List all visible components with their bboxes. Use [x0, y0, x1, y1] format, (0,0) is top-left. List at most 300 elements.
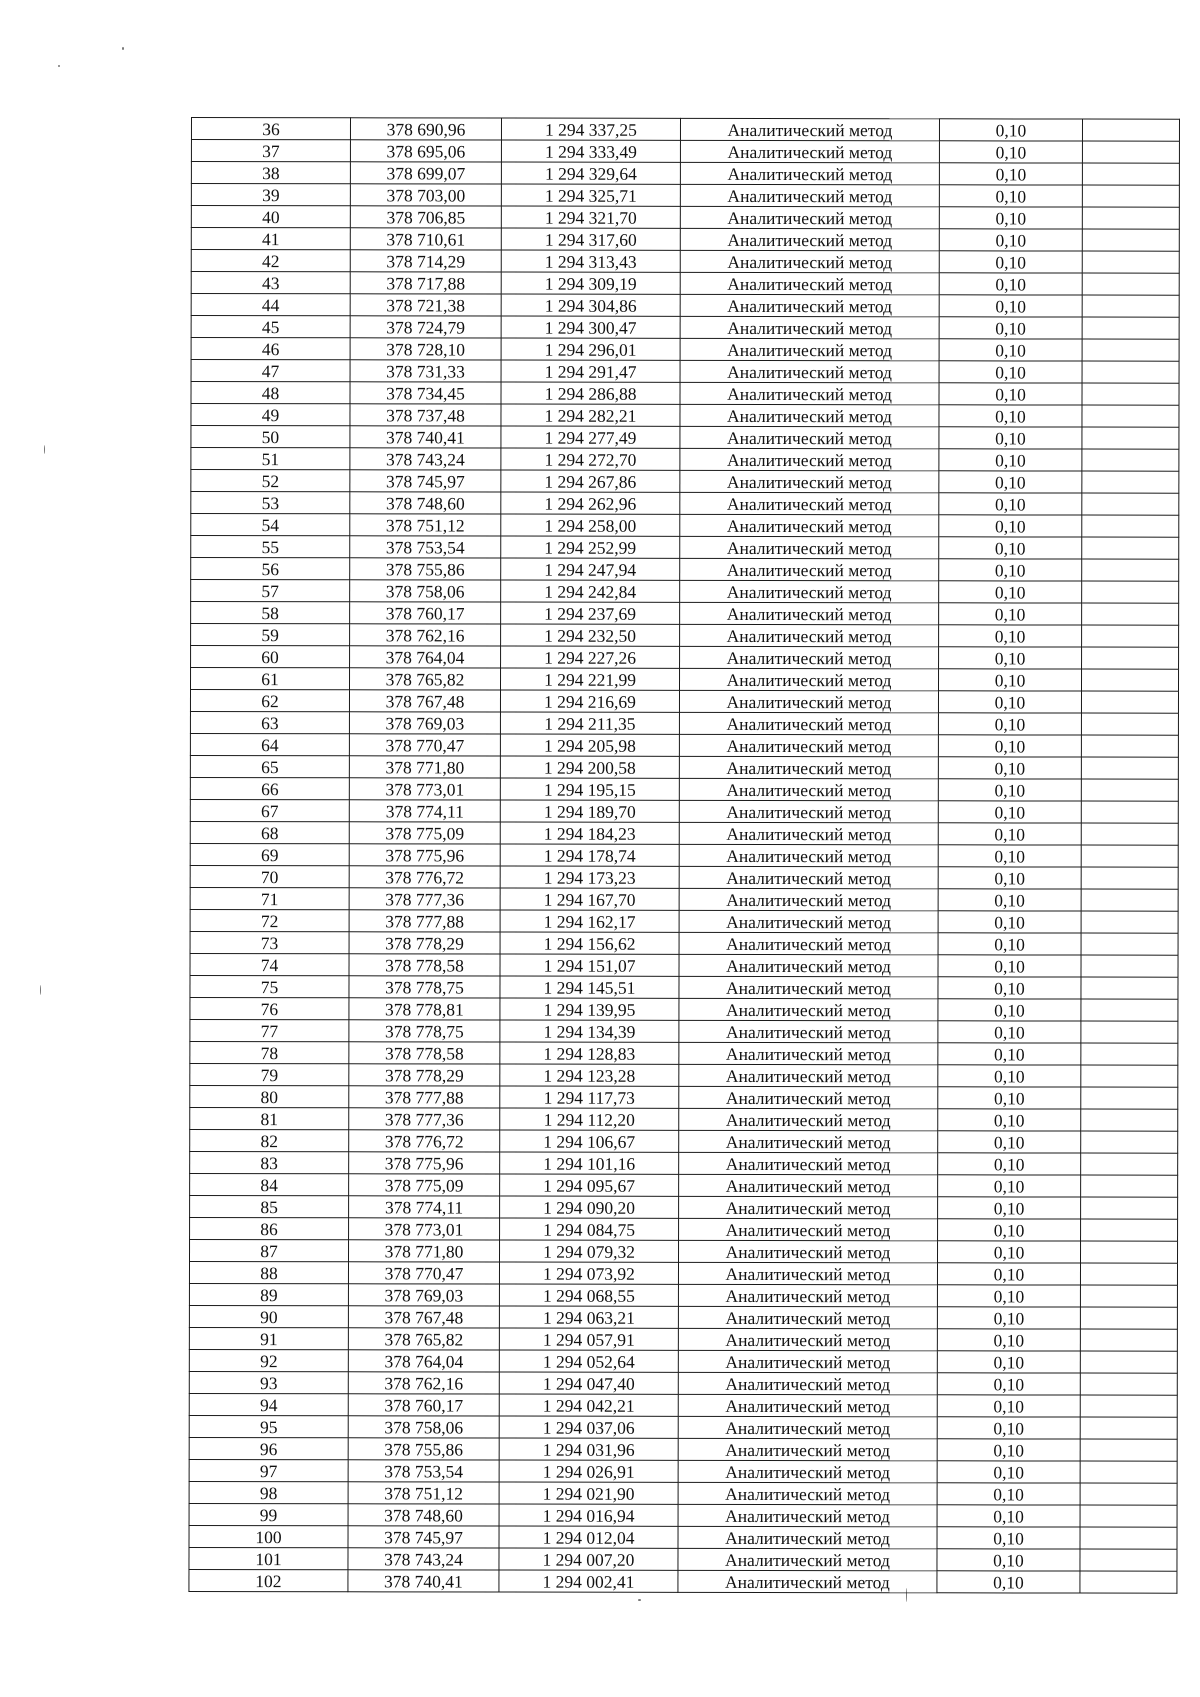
method-cell: Аналитический метод: [679, 690, 938, 712]
note-cell: [1081, 1219, 1178, 1241]
table-row: [190, 690, 1178, 714]
y-coordinate-cell: 1 294 291,47: [501, 360, 680, 382]
x-coordinate-cell: 378 778,58: [349, 1042, 500, 1064]
note-cell: [1082, 427, 1179, 449]
table-row: [189, 1415, 1177, 1439]
accuracy-cell: 0,10: [939, 537, 1082, 559]
note-cell: [1081, 1109, 1178, 1131]
scan-speck: [58, 65, 60, 67]
x-coordinate-cell: 378 770,47: [348, 1262, 499, 1284]
method-cell: Аналитический метод: [679, 756, 938, 778]
method-cell: Аналитический метод: [678, 1306, 937, 1328]
note-cell: [1082, 625, 1179, 647]
x-coordinate-cell: 378 737,48: [350, 404, 501, 426]
note-cell: [1080, 1461, 1177, 1483]
table-row: [189, 1525, 1177, 1549]
x-coordinate-cell: 378 773,01: [349, 1218, 500, 1240]
x-coordinate-cell: 378 778,81: [349, 998, 500, 1020]
note-cell: [1080, 1263, 1177, 1285]
note-cell: [1082, 295, 1179, 317]
note-cell: [1081, 669, 1178, 691]
x-coordinate-cell: 378 695,06: [350, 140, 501, 162]
accuracy-cell: 0,10: [938, 691, 1081, 713]
accuracy-cell: 0,10: [939, 383, 1082, 405]
x-coordinate-cell: 378 710,61: [350, 228, 501, 250]
note-cell: [1081, 1197, 1178, 1219]
note-cell: [1082, 361, 1179, 383]
accuracy-cell: 0,10: [938, 1153, 1081, 1175]
y-coordinate-cell: 1 294 162,17: [500, 910, 679, 932]
point-number-cell: 96: [189, 1437, 348, 1459]
accuracy-cell: 0,10: [937, 1395, 1080, 1417]
method-cell: Аналитический метод: [679, 1064, 938, 1086]
accuracy-cell: 0,10: [937, 1329, 1080, 1351]
x-coordinate-cell: 378 771,80: [349, 756, 500, 778]
y-coordinate-cell: 1 294 128,83: [500, 1042, 679, 1064]
note-cell: [1082, 251, 1179, 273]
x-coordinate-cell: 378 770,47: [349, 734, 500, 756]
x-coordinate-cell: 378 721,38: [350, 294, 501, 316]
accuracy-cell: 0,10: [938, 955, 1081, 977]
table-row: [191, 624, 1179, 648]
y-coordinate-cell: 1 294 021,90: [499, 1482, 678, 1504]
accuracy-cell: 0,10: [937, 1417, 1080, 1439]
table-row: [191, 338, 1179, 362]
method-cell: Аналитический метод: [678, 1548, 937, 1570]
accuracy-cell: 0,10: [938, 735, 1081, 757]
point-number-cell: 66: [190, 777, 349, 799]
accuracy-cell: 0,10: [938, 867, 1081, 889]
table-row: [189, 1327, 1177, 1351]
table-row: [191, 316, 1179, 340]
x-coordinate-cell: 378 748,60: [348, 1504, 499, 1526]
method-cell: Аналитический метод: [679, 1196, 938, 1218]
accuracy-cell: 0,10: [937, 1483, 1080, 1505]
note-cell: [1081, 1065, 1178, 1087]
table-row: [191, 250, 1179, 274]
y-coordinate-cell: 1 294 112,20: [500, 1108, 679, 1130]
method-cell: Аналитический метод: [679, 734, 938, 756]
note-cell: [1080, 1373, 1177, 1395]
method-cell: Аналитический метод: [680, 184, 939, 206]
note-cell: [1081, 1131, 1178, 1153]
method-cell: Аналитический метод: [679, 866, 938, 888]
y-coordinate-cell: 1 294 252,99: [501, 536, 680, 558]
x-coordinate-cell: 378 728,10: [350, 338, 501, 360]
note-cell: [1081, 933, 1178, 955]
point-number-cell: 39: [191, 184, 350, 206]
note-cell: [1080, 1285, 1177, 1307]
scan-speck: [44, 445, 45, 454]
y-coordinate-cell: 1 294 002,41: [499, 1570, 678, 1592]
method-cell: Аналитический метод: [680, 338, 939, 360]
x-coordinate-cell: 378 765,82: [348, 1328, 499, 1350]
method-cell: Аналитический метод: [679, 976, 938, 998]
accuracy-cell: 0,10: [937, 1505, 1080, 1527]
method-cell: Аналитический метод: [678, 1372, 937, 1394]
table-row: [189, 1503, 1177, 1527]
table-row: [189, 1261, 1177, 1285]
method-cell: Аналитический метод: [678, 1570, 937, 1592]
x-coordinate-cell: 378 760,17: [350, 602, 501, 624]
accuracy-cell: 0,10: [939, 427, 1082, 449]
table-row: [190, 1195, 1178, 1219]
accuracy-cell: 0,10: [939, 471, 1082, 493]
point-number-cell: 43: [191, 272, 350, 294]
point-number-cell: 67: [190, 799, 349, 821]
y-coordinate-cell: 1 294 313,43: [501, 250, 680, 272]
note-cell: [1081, 735, 1178, 757]
note-cell: [1082, 207, 1179, 229]
method-cell: Аналитический метод: [680, 646, 939, 668]
x-coordinate-cell: 378 765,82: [350, 668, 501, 690]
note-cell: [1082, 229, 1179, 251]
note-cell: [1082, 339, 1179, 361]
note-cell: [1081, 889, 1178, 911]
method-cell: Аналитический метод: [680, 668, 939, 690]
y-coordinate-cell: 1 294 205,98: [500, 734, 679, 756]
point-number-cell: 60: [191, 646, 350, 668]
accuracy-cell: 0,10: [937, 1439, 1080, 1461]
method-cell: Аналитический метод: [679, 1020, 938, 1042]
point-number-cell: 45: [191, 316, 350, 338]
note-cell: [1081, 1043, 1178, 1065]
table-row: [191, 228, 1179, 252]
accuracy-cell: 0,10: [939, 361, 1082, 383]
note-cell: [1082, 515, 1179, 537]
coordinates-table-body: [189, 118, 1180, 1594]
x-coordinate-cell: 378 748,60: [350, 492, 501, 514]
coordinates-table: [188, 117, 1180, 1594]
x-coordinate-cell: 378 734,45: [350, 382, 501, 404]
point-number-cell: 50: [191, 426, 350, 448]
note-cell: [1080, 1417, 1177, 1439]
y-coordinate-cell: 1 294 178,74: [500, 844, 679, 866]
point-number-cell: 64: [190, 733, 349, 755]
accuracy-cell: 0,10: [938, 1109, 1081, 1131]
y-coordinate-cell: 1 294 267,86: [501, 470, 680, 492]
note-cell: [1080, 1549, 1177, 1571]
point-number-cell: 74: [190, 953, 349, 975]
accuracy-cell: 0,10: [939, 625, 1082, 647]
table-row: [191, 360, 1179, 384]
note-cell: [1081, 955, 1178, 977]
x-coordinate-cell: 378 745,97: [348, 1526, 499, 1548]
note-cell: [1082, 317, 1179, 339]
x-coordinate-cell: 378 773,01: [349, 778, 500, 800]
x-coordinate-cell: 378 724,79: [350, 316, 501, 338]
table-row: [190, 865, 1178, 889]
method-cell: Аналитический метод: [680, 404, 939, 426]
point-number-cell: 73: [190, 931, 349, 953]
accuracy-cell: 0,10: [939, 515, 1082, 537]
table-row: [191, 536, 1179, 560]
x-coordinate-cell: 378 743,24: [350, 448, 501, 470]
table-row: [191, 382, 1179, 406]
point-number-cell: 88: [189, 1261, 348, 1283]
table-row: [190, 887, 1178, 911]
method-cell: Аналитический метод: [678, 1394, 937, 1416]
accuracy-cell: 0,10: [938, 801, 1081, 823]
table-row: [191, 602, 1179, 626]
accuracy-cell: 0,10: [938, 1241, 1081, 1263]
accuracy-cell: 0,10: [939, 229, 1082, 251]
table-row: [190, 997, 1178, 1021]
table-row: [189, 1305, 1177, 1329]
point-number-cell: 47: [191, 360, 350, 382]
accuracy-cell: 0,10: [938, 889, 1081, 911]
point-number-cell: 52: [191, 470, 350, 492]
y-coordinate-cell: 1 294 304,86: [501, 294, 680, 316]
point-number-cell: 87: [190, 1239, 349, 1261]
table-row: [191, 404, 1179, 428]
y-coordinate-cell: 1 294 139,95: [500, 998, 679, 1020]
x-coordinate-cell: 378 778,75: [349, 1020, 500, 1042]
note-cell: [1081, 977, 1178, 999]
point-number-cell: 62: [190, 690, 349, 712]
method-cell: Аналитический метод: [678, 1416, 937, 1438]
y-coordinate-cell: 1 294 106,67: [500, 1130, 679, 1152]
note-cell: [1081, 1175, 1178, 1197]
point-number-cell: 49: [191, 404, 350, 426]
x-coordinate-cell: 378 764,04: [350, 646, 501, 668]
accuracy-cell: 0,10: [939, 273, 1082, 295]
table-row: [190, 1019, 1178, 1043]
point-number-cell: 48: [191, 382, 350, 404]
y-coordinate-cell: 1 294 325,71: [501, 184, 680, 206]
accuracy-cell: 0,10: [939, 339, 1082, 361]
point-number-cell: 86: [190, 1217, 349, 1239]
method-cell: Аналитический метод: [679, 800, 938, 822]
y-coordinate-cell: 1 294 258,00: [501, 514, 680, 536]
table-row: [191, 492, 1179, 516]
note-cell: [1082, 647, 1179, 669]
note-cell: [1082, 185, 1179, 207]
point-number-cell: 36: [191, 118, 350, 140]
y-coordinate-cell: 1 294 012,04: [499, 1526, 678, 1548]
y-coordinate-cell: 1 294 084,75: [500, 1218, 679, 1240]
table-row: [189, 1459, 1177, 1483]
x-coordinate-cell: 378 764,04: [348, 1350, 499, 1372]
note-cell: [1082, 405, 1179, 427]
x-coordinate-cell: 378 740,41: [350, 426, 501, 448]
point-number-cell: 65: [190, 755, 349, 777]
table-row: [191, 206, 1179, 230]
accuracy-cell: 0,10: [938, 1219, 1081, 1241]
method-cell: Аналитический метод: [680, 558, 939, 580]
x-coordinate-cell: 378 771,80: [349, 1240, 500, 1262]
accuracy-cell: 0,10: [938, 1043, 1081, 1065]
table-row: [189, 1547, 1177, 1571]
table-row: [189, 1481, 1177, 1505]
point-number-cell: 98: [189, 1481, 348, 1503]
y-coordinate-cell: 1 294 333,49: [501, 140, 680, 162]
y-coordinate-cell: 1 294 277,49: [501, 426, 680, 448]
x-coordinate-cell: 378 755,86: [348, 1438, 499, 1460]
table-row: [189, 1437, 1177, 1461]
table-row: [191, 514, 1179, 538]
accuracy-cell: 0,10: [938, 1021, 1081, 1043]
table-row: [190, 953, 1178, 977]
point-number-cell: 46: [191, 338, 350, 360]
note-cell: [1081, 1153, 1178, 1175]
y-coordinate-cell: 1 294 047,40: [499, 1372, 678, 1394]
accuracy-cell: 0,10: [939, 559, 1082, 581]
y-coordinate-cell: 1 294 134,39: [500, 1020, 679, 1042]
point-number-cell: 56: [191, 558, 350, 580]
y-coordinate-cell: 1 294 037,06: [499, 1416, 678, 1438]
method-cell: Аналитический метод: [679, 778, 938, 800]
table-row: [191, 470, 1179, 494]
table-row: [191, 580, 1179, 604]
method-cell: Аналитический метод: [680, 250, 939, 272]
table-row: [190, 1041, 1178, 1065]
point-number-cell: 93: [189, 1371, 348, 1393]
accuracy-cell: 0,10: [938, 911, 1081, 933]
accuracy-cell: 0,10: [939, 141, 1082, 163]
note-cell: [1081, 779, 1178, 801]
y-coordinate-cell: 1 294 296,01: [501, 338, 680, 360]
accuracy-cell: 0,10: [939, 449, 1082, 471]
accuracy-cell: 0,10: [938, 1197, 1081, 1219]
table-row: [190, 1085, 1178, 1109]
point-number-cell: 41: [191, 228, 350, 250]
table-row: [191, 294, 1179, 318]
table-row: [191, 140, 1179, 164]
accuracy-cell: 0,10: [937, 1285, 1080, 1307]
point-number-cell: 61: [191, 668, 350, 690]
y-coordinate-cell: 1 294 247,94: [501, 558, 680, 580]
x-coordinate-cell: 378 760,17: [348, 1394, 499, 1416]
y-coordinate-cell: 1 294 184,23: [500, 822, 679, 844]
table-row: [190, 1151, 1178, 1175]
point-number-cell: 54: [191, 514, 350, 536]
method-cell: Аналитический метод: [679, 954, 938, 976]
x-coordinate-cell: 378 775,96: [349, 1152, 500, 1174]
accuracy-cell: 0,10: [939, 295, 1082, 317]
point-number-cell: 72: [190, 909, 349, 931]
point-number-cell: 83: [190, 1151, 349, 1173]
x-coordinate-cell: 378 751,12: [348, 1482, 499, 1504]
point-number-cell: 78: [190, 1041, 349, 1063]
table-row: [191, 184, 1179, 208]
point-number-cell: 53: [191, 492, 350, 514]
point-number-cell: 82: [190, 1129, 349, 1151]
method-cell: Аналитический метод: [678, 1262, 937, 1284]
note-cell: [1082, 559, 1179, 581]
note-cell: [1082, 119, 1179, 141]
note-cell: [1082, 493, 1179, 515]
table-row: [189, 1283, 1177, 1307]
accuracy-cell: 0,10: [937, 1373, 1080, 1395]
method-cell: Аналитический метод: [680, 448, 939, 470]
table-row: [191, 448, 1179, 472]
x-coordinate-cell: 378 778,75: [349, 976, 500, 998]
note-cell: [1082, 603, 1179, 625]
note-cell: [1081, 713, 1178, 735]
point-number-cell: 75: [190, 975, 349, 997]
y-coordinate-cell: 1 294 282,21: [501, 404, 680, 426]
scan-speck: [40, 985, 41, 995]
x-coordinate-cell: 378 699,07: [350, 162, 501, 184]
table-row: [190, 975, 1178, 999]
table-row: [191, 272, 1179, 296]
point-number-cell: 99: [189, 1503, 348, 1525]
x-coordinate-cell: 378 767,48: [349, 690, 500, 712]
accuracy-cell: 0,10: [937, 1461, 1080, 1483]
accuracy-cell: 0,10: [939, 647, 1082, 669]
method-cell: Аналитический метод: [678, 1460, 937, 1482]
x-coordinate-cell: 378 714,29: [350, 250, 501, 272]
note-cell: [1080, 1395, 1177, 1417]
method-cell: Аналитический метод: [680, 360, 939, 382]
y-coordinate-cell: 1 294 321,70: [501, 206, 680, 228]
table-row: [189, 1569, 1177, 1593]
method-cell: Аналитический метод: [679, 1108, 938, 1130]
accuracy-cell: 0,10: [938, 845, 1081, 867]
x-coordinate-cell: 378 775,09: [349, 822, 500, 844]
x-coordinate-cell: 378 731,33: [350, 360, 501, 382]
note-cell: [1082, 163, 1179, 185]
note-cell: [1081, 1021, 1178, 1043]
y-coordinate-cell: 1 294 227,26: [501, 646, 680, 668]
accuracy-cell: 0,10: [937, 1307, 1080, 1329]
method-cell: Аналитический метод: [678, 1328, 937, 1350]
accuracy-cell: 0,10: [939, 207, 1082, 229]
x-coordinate-cell: 378 762,16: [348, 1372, 499, 1394]
table-row: [190, 1239, 1178, 1263]
x-coordinate-cell: 378 753,54: [348, 1460, 499, 1482]
note-cell: [1081, 999, 1178, 1021]
y-coordinate-cell: 1 294 095,67: [500, 1174, 679, 1196]
x-coordinate-cell: 378 775,96: [349, 844, 500, 866]
table-row: [190, 1173, 1178, 1197]
y-coordinate-cell: 1 294 173,23: [500, 866, 679, 888]
method-cell: Аналитический метод: [679, 1086, 938, 1108]
y-coordinate-cell: 1 294 026,91: [499, 1460, 678, 1482]
method-cell: Аналитический метод: [680, 206, 939, 228]
method-cell: Аналитический метод: [678, 1438, 937, 1460]
y-coordinate-cell: 1 294 156,62: [500, 932, 679, 954]
method-cell: Аналитический метод: [680, 228, 939, 250]
note-cell: [1080, 1307, 1177, 1329]
x-coordinate-cell: 378 769,03: [348, 1284, 499, 1306]
method-cell: Аналитический метод: [678, 1284, 937, 1306]
accuracy-cell: 0,10: [939, 185, 1082, 207]
accuracy-cell: 0,10: [938, 1087, 1081, 1109]
x-coordinate-cell: 378 778,58: [349, 954, 500, 976]
point-number-cell: 101: [189, 1547, 348, 1569]
y-coordinate-cell: 1 294 309,19: [501, 272, 680, 294]
point-number-cell: 85: [190, 1195, 349, 1217]
x-coordinate-cell: 378 703,00: [350, 184, 501, 206]
point-number-cell: 81: [190, 1107, 349, 1129]
method-cell: Аналитический метод: [680, 602, 939, 624]
accuracy-cell: 0,10: [938, 933, 1081, 955]
y-coordinate-cell: 1 294 073,92: [499, 1262, 678, 1284]
method-cell: Аналитический метод: [679, 1152, 938, 1174]
point-number-cell: 63: [190, 711, 349, 733]
accuracy-cell: 0,10: [939, 405, 1082, 427]
table-row: [190, 755, 1178, 779]
accuracy-cell: 0,10: [937, 1571, 1080, 1593]
y-coordinate-cell: 1 294 068,55: [499, 1284, 678, 1306]
note-cell: [1081, 1241, 1178, 1263]
note-cell: [1080, 1483, 1177, 1505]
y-coordinate-cell: 1 294 272,70: [501, 448, 680, 470]
note-cell: [1081, 911, 1178, 933]
table-row: [191, 162, 1179, 186]
